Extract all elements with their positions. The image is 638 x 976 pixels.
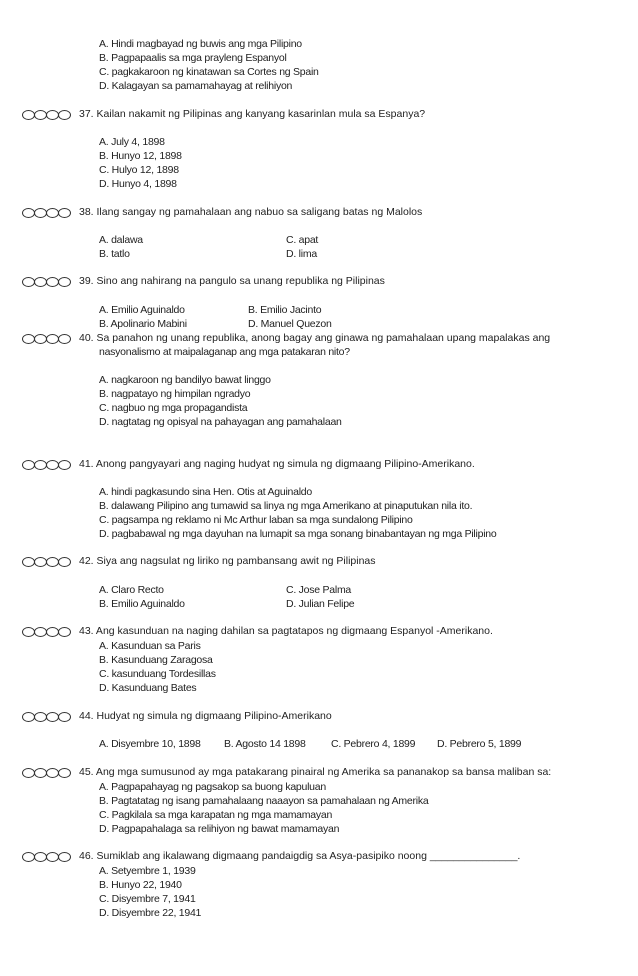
q40-option-a: A. nagkaroon ng bandilyo bawat linggo [99, 374, 271, 386]
q43-option-a: A. Kasunduan sa Paris [99, 640, 201, 652]
answer-bubble[interactable] [58, 557, 71, 567]
answer-bubble[interactable] [58, 334, 71, 344]
answer-bubble[interactable] [58, 627, 71, 637]
q38-option-d: D. lima [286, 248, 317, 260]
q38-answer-bubbles[interactable] [22, 208, 70, 218]
q41-question: 41. Anong pangyayari ang naging hudyat ng simula ng digmaang Pilipino-Amerikano. [79, 458, 475, 470]
q36-option-a: A. Hindi magbayad ng buwis ang mga Pilipino [99, 38, 302, 50]
q42-option-a: A. Claro Recto [99, 584, 164, 596]
q36-option-c: C. pagkakaroon ng kinatawan sa Cortes ng Spain [99, 66, 319, 78]
q38-option-a: A. dalawa [99, 234, 143, 246]
q40-question-line2: nasyonalismo at maipalaganap ang mga patakaran nito? [99, 346, 350, 358]
q41-option-a: A. hindi pagkasundo sina Hen. Otis at Aguinaldo [99, 486, 312, 498]
q36-option-d: D. Kalagayan sa pamamahayag at relihiyon [99, 80, 293, 92]
q42-option-b: B. Emilio Aguinaldo [99, 598, 185, 610]
q39-option-d: D. Manuel Quezon [248, 318, 332, 330]
q39-question: 39. Sino ang nahirang na pangulo sa unang republika ng Pilipinas [79, 275, 385, 287]
q45-option-a: A. Pagpapahayag ng pagsakop sa buong kapuluan [99, 781, 326, 793]
q39-option-b: B. Apolinario Mabini [99, 318, 187, 330]
q45-answer-bubbles[interactable] [22, 768, 70, 778]
q37-option-a: A. July 4, 1898 [99, 136, 165, 148]
q46-question: 46. Sumiklab ang ikalawang digmaang pandaigdig sa Asya-pasipiko noong _______________. [79, 850, 521, 862]
q46-option-b: B. Hunyo 22, 1940 [99, 879, 182, 891]
q39-option-a: A. Emilio Aguinaldo [99, 304, 185, 316]
q42-answer-bubbles[interactable] [22, 557, 70, 567]
q46-option-d: D. Disyembre 22, 1941 [99, 907, 202, 919]
q43-option-c: C. kasunduang Tordesillas [99, 668, 216, 680]
q42-question: 42. Siya ang nagsulat ng liriko ng pambansang awit ng Pilipinas [79, 555, 376, 567]
q41-option-c: C. pagsampa ng reklamo ni Mc Arthur laban sa mga sundalong Pilipino [99, 514, 413, 526]
q45-option-b: B. Pagtatatag ng isang pamahalaang naaayon sa pamahalaan ng Amerika [99, 795, 429, 807]
answer-bubble[interactable] [58, 277, 71, 287]
q44-option-a: A. Disyembre 10, 1898 [99, 738, 201, 750]
q43-option-b: B. Kasunduang Zaragosa [99, 654, 213, 666]
q43-option-d: D. Kasunduang Bates [99, 682, 197, 694]
answer-bubble[interactable] [58, 768, 71, 778]
q41-option-d: D. pagbabawal ng mga dayuhan na lumapit sa mga sonang binabantayan ng mga Pilipino [99, 528, 497, 540]
q41-option-b: B. dalawang Pilipino ang tumawid sa linya ng mga Amerikano at pinaputukan nila ito. [99, 500, 473, 512]
answer-bubble[interactable] [58, 110, 71, 120]
q44-option-c: C. Pebrero 4, 1899 [331, 738, 416, 750]
q38-option-c: C. apat [286, 234, 319, 246]
q39-option-c: B. Emilio Jacinto [248, 304, 322, 316]
q40-option-b: B. nagpatayo ng himpilan ngradyo [99, 388, 251, 400]
q44-question: 44. Hudyat ng simula ng digmaang Pilipino-Amerikano [79, 710, 332, 722]
q37-option-b: B. Hunyo 12, 1898 [99, 150, 182, 162]
answer-bubble[interactable] [58, 208, 71, 218]
answer-bubble[interactable] [58, 852, 71, 862]
q44-option-b: B. Agosto 14 1898 [224, 738, 306, 750]
q46-option-c: C. Disyembre 7, 1941 [99, 893, 196, 905]
q43-question: 43. Ang kasunduan na naging dahilan sa pagtatapos ng digmaang Espanyol -Amerikano. [79, 625, 493, 637]
q39-answer-bubbles[interactable] [22, 277, 70, 287]
q41-answer-bubbles[interactable] [22, 460, 70, 470]
answer-bubble[interactable] [58, 460, 71, 470]
q46-answer-bubbles[interactable] [22, 852, 70, 862]
q37-question: 37. Kailan nakamit ng Pilipinas ang kanyang kasarinlan mula sa Espanya? [79, 108, 426, 120]
q44-option-d: D. Pebrero 5, 1899 [437, 738, 522, 750]
q44-answer-bubbles[interactable] [22, 712, 70, 722]
answer-bubble[interactable] [58, 712, 71, 722]
q45-question: 45. Ang mga sumusunod ay mga patakarang pinairal ng Amerika sa pananakop sa bansa maliban sa: [79, 766, 552, 778]
q40-option-c: C. nagbuo ng mga propagandista [99, 402, 248, 414]
q40-answer-bubbles[interactable] [22, 334, 70, 344]
q43-answer-bubbles[interactable] [22, 627, 70, 637]
q42-option-c: C. Jose Palma [286, 584, 352, 596]
q45-option-c: C. Pagkilala sa mga karapatan ng mga mamamayan [99, 809, 333, 821]
q42-option-d: D. Julian Felipe [286, 598, 355, 610]
q46-option-a: A. Setyembre 1, 1939 [99, 865, 196, 877]
q38-question: 38. Ilang sangay ng pamahalaan ang nabuo sa saligang batas ng Malolos [79, 206, 423, 218]
q40-question-line1: 40. Sa panahon ng unang republika, anong bagay ang ginawa ng pamahalaan upang mapalakas ang [79, 332, 551, 344]
q37-option-c: C. Hulyo 12, 1898 [99, 164, 179, 176]
q38-option-b: B. tatlo [99, 248, 130, 260]
q37-option-d: D. Hunyo 4, 1898 [99, 178, 177, 190]
q37-answer-bubbles[interactable] [22, 110, 70, 120]
q36-option-b: B. Pagpapaalis sa mga prayleng Espanyol [99, 52, 287, 64]
q40-option-d: D. nagtatag ng opisyal na pahayagan ang pamahalaan [99, 416, 342, 428]
q45-option-d: D. Pagpapahalaga sa relihiyon ng bawat mamamayan [99, 823, 340, 835]
